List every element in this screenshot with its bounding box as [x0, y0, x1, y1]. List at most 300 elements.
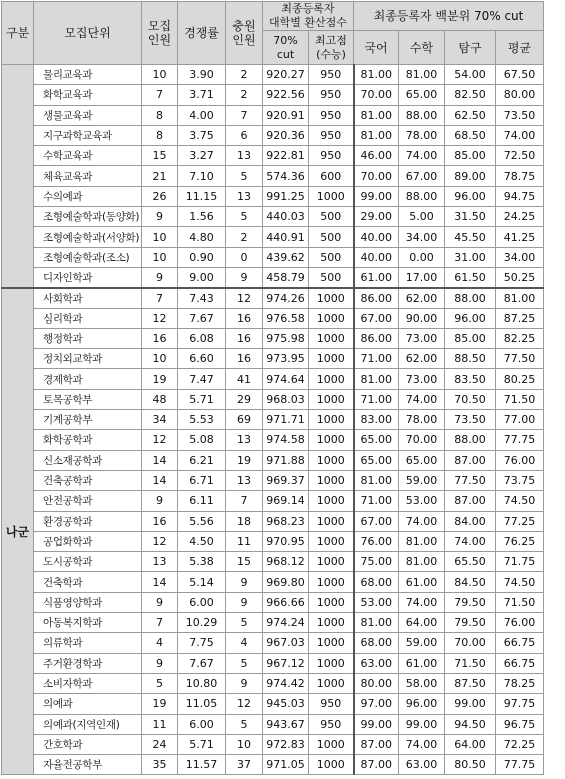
korean-pct: 71.00 [354, 491, 399, 511]
header-recruit-line2: 인원 [147, 33, 172, 47]
table-row [2, 531, 544, 551]
korean-pct: 71.00 [354, 389, 399, 409]
inquiry-pct: 88.50 [445, 349, 496, 369]
korean-pct: 68.00 [354, 633, 399, 653]
header-additional-line2: 인원 [232, 33, 256, 47]
max-score: 500 [309, 207, 354, 227]
average-pct: 76.00 [496, 450, 544, 470]
table-row [2, 125, 544, 145]
average-pct: 76.00 [496, 613, 544, 633]
korean-pct: 63.00 [354, 653, 399, 673]
korean-pct: 81.00 [354, 65, 399, 85]
additional-count: 4 [226, 633, 263, 653]
inquiry-pct: 88.00 [445, 430, 496, 450]
korean-pct: 81.00 [354, 613, 399, 633]
average-pct: 67.50 [496, 65, 544, 85]
inquiry-pct: 87.50 [445, 673, 496, 693]
recruit-count: 21 [142, 166, 178, 186]
additional-count: 9 [226, 267, 263, 287]
table-row [2, 694, 544, 714]
korean-pct: 70.00 [354, 85, 399, 105]
competition-rate: 6.71 [178, 470, 226, 490]
cut70-score: 458.79 [263, 267, 309, 287]
table-row [2, 267, 544, 287]
cut70-score: 574.36 [263, 166, 309, 186]
average-pct: 66.75 [496, 653, 544, 673]
additional-count: 41 [226, 369, 263, 389]
max-score: 1000 [309, 389, 354, 409]
korean-pct: 71.00 [354, 349, 399, 369]
inquiry-pct: 62.50 [445, 105, 496, 125]
table-row [2, 673, 544, 693]
competition-rate: 3.71 [178, 85, 226, 105]
additional-count: 6 [226, 125, 263, 145]
table-row [2, 755, 544, 775]
korean-pct: 40.00 [354, 227, 399, 247]
competition-rate: 6.11 [178, 491, 226, 511]
unit-name: 경제학과 [34, 369, 142, 389]
competition-rate: 5.38 [178, 552, 226, 572]
unit-name: 조형예술학과(서양화) [34, 227, 142, 247]
table-row [2, 511, 544, 531]
unit-name: 수학교육과 [34, 146, 142, 166]
average-pct: 71.50 [496, 389, 544, 409]
recruit-count: 7 [142, 288, 178, 308]
recruit-count: 14 [142, 572, 178, 592]
recruit-count: 12 [142, 531, 178, 551]
cut70-score: 440.91 [263, 227, 309, 247]
header-inquiry: 탐구 [445, 31, 496, 65]
inquiry-pct: 83.50 [445, 369, 496, 389]
additional-count: 69 [226, 410, 263, 430]
korean-pct: 70.00 [354, 166, 399, 186]
header-cut70-line2: cut [276, 47, 295, 61]
unit-name: 식품영양학과 [34, 592, 142, 612]
inquiry-pct: 61.50 [445, 267, 496, 287]
math-pct: 74.00 [399, 389, 445, 409]
max-score: 1000 [309, 673, 354, 693]
math-pct: 88.00 [399, 186, 445, 206]
math-pct: 65.00 [399, 450, 445, 470]
korean-pct: 65.00 [354, 450, 399, 470]
max-score: 1000 [309, 633, 354, 653]
group-label [2, 65, 34, 288]
max-score: 1000 [309, 410, 354, 430]
cut70-score: 922.56 [263, 85, 309, 105]
additional-count: 5 [226, 166, 263, 186]
additional-count: 5 [226, 653, 263, 673]
table-row [2, 653, 544, 673]
inquiry-pct: 31.00 [445, 247, 496, 267]
unit-name: 건축학과 [34, 572, 142, 592]
competition-rate: 7.43 [178, 288, 226, 308]
cut70-score: 439.62 [263, 247, 309, 267]
additional-count: 2 [226, 65, 263, 85]
average-pct: 50.25 [496, 267, 544, 287]
max-score: 950 [309, 65, 354, 85]
inquiry-pct: 85.00 [445, 328, 496, 348]
recruit-count: 10 [142, 247, 178, 267]
competition-rate: 11.57 [178, 755, 226, 775]
table-row [2, 328, 544, 348]
competition-rate: 3.90 [178, 65, 226, 85]
average-pct: 72.50 [496, 146, 544, 166]
unit-name: 소비자학과 [34, 673, 142, 693]
table-row [2, 146, 544, 166]
recruit-count: 12 [142, 308, 178, 328]
recruit-count: 19 [142, 694, 178, 714]
korean-pct: 86.00 [354, 288, 399, 308]
additional-count: 2 [226, 227, 263, 247]
table-row [2, 714, 544, 734]
table-row [2, 288, 544, 308]
additional-count: 0 [226, 247, 263, 267]
inquiry-pct: 88.00 [445, 288, 496, 308]
unit-name: 수의예과 [34, 186, 142, 206]
unit-name: 조형예술학과(동양화) [34, 207, 142, 227]
unit-name: 의류학과 [34, 633, 142, 653]
cut70-score: 968.12 [263, 552, 309, 572]
korean-pct: 53.00 [354, 592, 399, 612]
recruit-count: 9 [142, 653, 178, 673]
competition-rate: 4.00 [178, 105, 226, 125]
table-header [2, 2, 544, 65]
math-pct: 64.00 [399, 613, 445, 633]
recruit-count: 9 [142, 267, 178, 287]
inquiry-pct: 70.00 [445, 633, 496, 653]
math-pct: 65.00 [399, 85, 445, 105]
inquiry-pct: 79.50 [445, 592, 496, 612]
max-score: 500 [309, 267, 354, 287]
additional-count: 5 [226, 207, 263, 227]
max-score: 1000 [309, 369, 354, 389]
average-pct: 66.75 [496, 633, 544, 653]
inquiry-pct: 89.00 [445, 166, 496, 186]
competition-rate: 5.71 [178, 734, 226, 754]
cut70-score: 971.71 [263, 410, 309, 430]
table-row [2, 613, 544, 633]
additional-count: 19 [226, 450, 263, 470]
max-score: 950 [309, 146, 354, 166]
average-pct: 34.00 [496, 247, 544, 267]
additional-count: 10 [226, 734, 263, 754]
unit-name: 물리교육과 [34, 65, 142, 85]
average-pct: 96.75 [496, 714, 544, 734]
max-score: 1000 [309, 734, 354, 754]
table-row [2, 734, 544, 754]
average-pct: 77.75 [496, 430, 544, 450]
header-korean: 국어 [354, 31, 399, 65]
recruit-count: 34 [142, 410, 178, 430]
max-score: 1000 [309, 572, 354, 592]
inquiry-pct: 87.00 [445, 450, 496, 470]
cut70-score: 974.58 [263, 430, 309, 450]
competition-rate: 11.05 [178, 694, 226, 714]
korean-pct: 81.00 [354, 470, 399, 490]
table-row [2, 430, 544, 450]
average-pct: 77.00 [496, 410, 544, 430]
inquiry-pct: 79.50 [445, 613, 496, 633]
max-score: 1000 [309, 308, 354, 328]
table-row [2, 166, 544, 186]
inquiry-pct: 96.00 [445, 186, 496, 206]
unit-name: 간호학과 [34, 734, 142, 754]
competition-rate: 5.53 [178, 410, 226, 430]
additional-count: 7 [226, 491, 263, 511]
average-pct: 81.00 [496, 288, 544, 308]
competition-rate: 6.21 [178, 450, 226, 470]
korean-pct: 83.00 [354, 410, 399, 430]
recruit-count: 7 [142, 613, 178, 633]
recruit-count: 24 [142, 734, 178, 754]
cut70-score: 966.66 [263, 592, 309, 612]
inquiry-pct: 70.50 [445, 389, 496, 409]
recruit-count: 9 [142, 592, 178, 612]
table-row [2, 207, 544, 227]
additional-count: 13 [226, 186, 263, 206]
table-row [2, 450, 544, 470]
max-score: 1000 [309, 450, 354, 470]
competition-rate: 5.56 [178, 511, 226, 531]
recruit-count: 5 [142, 673, 178, 693]
math-pct: 63.00 [399, 755, 445, 775]
math-pct: 58.00 [399, 673, 445, 693]
header-unit: 모집단위 [34, 2, 142, 65]
math-pct: 53.00 [399, 491, 445, 511]
table-row [2, 105, 544, 125]
korean-pct: 86.00 [354, 328, 399, 348]
header-competition: 경쟁률 [178, 2, 226, 65]
korean-pct: 75.00 [354, 552, 399, 572]
math-pct: 70.00 [399, 430, 445, 450]
max-score: 1000 [309, 470, 354, 490]
header-category: 구분 [2, 2, 34, 65]
cut70-score: 969.14 [263, 491, 309, 511]
math-pct: 90.00 [399, 308, 445, 328]
recruit-count: 48 [142, 389, 178, 409]
unit-name: 건축공학과 [34, 470, 142, 490]
math-pct: 74.00 [399, 146, 445, 166]
max-score: 1000 [309, 349, 354, 369]
recruit-count: 10 [142, 227, 178, 247]
competition-rate: 6.08 [178, 328, 226, 348]
unit-name: 정치외교학과 [34, 349, 142, 369]
additional-count: 5 [226, 714, 263, 734]
cut70-score: 440.03 [263, 207, 309, 227]
cut70-score: 976.58 [263, 308, 309, 328]
competition-rate: 7.47 [178, 369, 226, 389]
math-pct: 62.00 [399, 288, 445, 308]
recruit-count: 14 [142, 470, 178, 490]
average-pct: 77.50 [496, 349, 544, 369]
max-score: 1000 [309, 531, 354, 551]
inquiry-pct: 85.00 [445, 146, 496, 166]
average-pct: 80.25 [496, 369, 544, 389]
unit-name: 화학교육과 [34, 85, 142, 105]
competition-rate: 5.08 [178, 430, 226, 450]
cut70-score: 967.03 [263, 633, 309, 653]
additional-count: 7 [226, 105, 263, 125]
math-pct: 88.00 [399, 105, 445, 125]
admissions-table-container [1, 1, 544, 775]
max-score: 1000 [309, 328, 354, 348]
korean-pct: 81.00 [354, 105, 399, 125]
cut70-score: 920.27 [263, 65, 309, 85]
header-maxscore [309, 31, 354, 65]
average-pct: 78.75 [496, 166, 544, 186]
competition-rate: 10.29 [178, 613, 226, 633]
table-row [2, 186, 544, 206]
header-cut70 [263, 31, 309, 65]
inquiry-pct: 77.50 [445, 470, 496, 490]
korean-pct: 87.00 [354, 734, 399, 754]
competition-rate: 4.80 [178, 227, 226, 247]
average-pct: 71.50 [496, 592, 544, 612]
inquiry-pct: 64.00 [445, 734, 496, 754]
table-row [2, 572, 544, 592]
math-pct: 81.00 [399, 65, 445, 85]
competition-rate: 10.80 [178, 673, 226, 693]
average-pct: 41.25 [496, 227, 544, 247]
recruit-count: 9 [142, 491, 178, 511]
cut70-score: 969.80 [263, 572, 309, 592]
recruit-count: 11 [142, 714, 178, 734]
korean-pct: 67.00 [354, 511, 399, 531]
table-row [2, 247, 544, 267]
average-pct: 76.25 [496, 531, 544, 551]
recruit-count: 9 [142, 207, 178, 227]
recruit-count: 4 [142, 633, 178, 653]
average-pct: 74.50 [496, 491, 544, 511]
table-row [2, 65, 544, 85]
recruit-count: 8 [142, 105, 178, 125]
math-pct: 61.00 [399, 653, 445, 673]
table-row [2, 410, 544, 430]
table-body [2, 65, 544, 775]
unit-name: 도시공학과 [34, 552, 142, 572]
average-pct: 74.50 [496, 572, 544, 592]
competition-rate: 5.14 [178, 572, 226, 592]
header-maxscore-line2: (수능) [316, 47, 346, 61]
table-row [2, 592, 544, 612]
korean-pct: 40.00 [354, 247, 399, 267]
average-pct: 97.75 [496, 694, 544, 714]
max-score: 950 [309, 105, 354, 125]
admissions-results-table [1, 1, 544, 775]
competition-rate: 6.00 [178, 714, 226, 734]
unit-name: 신소재공학과 [34, 450, 142, 470]
math-pct: 74.00 [399, 511, 445, 531]
header-final-conv-line2: 대학별 환산점수 [269, 16, 347, 29]
competition-rate: 9.00 [178, 267, 226, 287]
korean-pct: 46.00 [354, 146, 399, 166]
math-pct: 67.00 [399, 166, 445, 186]
header-math: 수학 [399, 31, 445, 65]
recruit-count: 14 [142, 450, 178, 470]
cut70-score: 971.05 [263, 755, 309, 775]
unit-name: 아동복지학과 [34, 613, 142, 633]
cut70-score: 943.67 [263, 714, 309, 734]
competition-rate: 7.75 [178, 633, 226, 653]
average-pct: 77.75 [496, 755, 544, 775]
unit-name: 의예과(지역인재) [34, 714, 142, 734]
additional-count: 16 [226, 349, 263, 369]
math-pct: 73.00 [399, 328, 445, 348]
korean-pct: 81.00 [354, 369, 399, 389]
cut70-score: 920.36 [263, 125, 309, 145]
max-score: 1000 [309, 755, 354, 775]
table-row [2, 633, 544, 653]
unit-name: 행정학과 [34, 328, 142, 348]
korean-pct: 80.00 [354, 673, 399, 693]
unit-name: 토목공학부 [34, 389, 142, 409]
recruit-count: 26 [142, 186, 178, 206]
average-pct: 94.75 [496, 186, 544, 206]
recruit-count: 16 [142, 328, 178, 348]
recruit-count: 13 [142, 552, 178, 572]
header-maxscore-line1: 최고점 [315, 33, 347, 47]
cut70-score: 974.64 [263, 369, 309, 389]
max-score: 500 [309, 247, 354, 267]
max-score: 600 [309, 166, 354, 186]
competition-rate: 1.56 [178, 207, 226, 227]
additional-count: 9 [226, 572, 263, 592]
header-final-conversion [263, 2, 354, 31]
additional-count: 13 [226, 470, 263, 490]
additional-count: 29 [226, 389, 263, 409]
additional-count: 9 [226, 592, 263, 612]
header-additional [226, 2, 263, 65]
math-pct: 96.00 [399, 694, 445, 714]
unit-name: 심리학과 [34, 308, 142, 328]
unit-name: 사회학과 [34, 288, 142, 308]
recruit-count: 12 [142, 430, 178, 450]
inquiry-pct: 82.50 [445, 85, 496, 105]
average-pct: 74.00 [496, 125, 544, 145]
inquiry-pct: 87.00 [445, 491, 496, 511]
math-pct: 78.00 [399, 410, 445, 430]
average-pct: 78.25 [496, 673, 544, 693]
cut70-score: 991.25 [263, 186, 309, 206]
table-row [2, 389, 544, 409]
average-pct: 80.00 [496, 85, 544, 105]
header-recruit-line1: 모집 [147, 19, 172, 33]
max-score: 1000 [309, 653, 354, 673]
additional-count: 16 [226, 308, 263, 328]
recruit-count: 10 [142, 349, 178, 369]
korean-pct: 99.00 [354, 186, 399, 206]
math-pct: 74.00 [399, 734, 445, 754]
korean-pct: 99.00 [354, 714, 399, 734]
additional-count: 12 [226, 288, 263, 308]
math-pct: 99.00 [399, 714, 445, 734]
recruit-count: 16 [142, 511, 178, 531]
cut70-score: 968.03 [263, 389, 309, 409]
korean-pct: 97.00 [354, 694, 399, 714]
max-score: 950 [309, 694, 354, 714]
korean-pct: 87.00 [354, 755, 399, 775]
unit-name: 주거환경학과 [34, 653, 142, 673]
inquiry-pct: 54.00 [445, 65, 496, 85]
unit-name: 디자인학과 [34, 267, 142, 287]
recruit-count: 10 [142, 65, 178, 85]
competition-rate: 11.15 [178, 186, 226, 206]
average-pct: 24.25 [496, 207, 544, 227]
header-final-conv-line1: 최종등록자 [281, 2, 335, 15]
cut70-score: 920.91 [263, 105, 309, 125]
average-pct: 87.25 [496, 308, 544, 328]
unit-name: 안전공학과 [34, 491, 142, 511]
